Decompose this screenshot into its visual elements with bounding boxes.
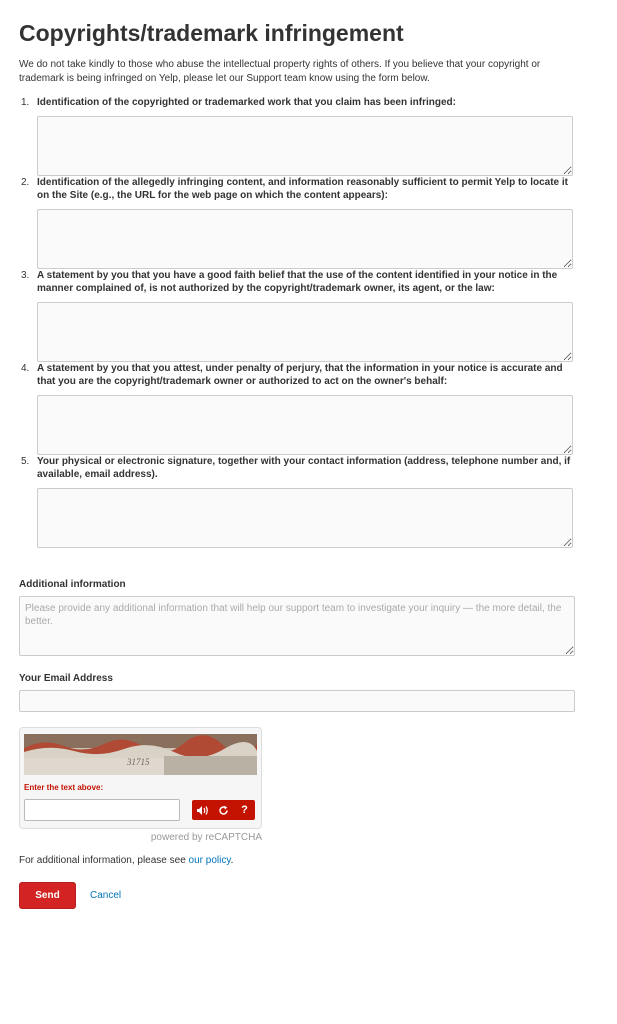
- page-title: Copyrights/trademark infringement: [19, 20, 404, 46]
- question-number: 2.: [21, 177, 30, 188]
- cancel-link[interactable]: Cancel: [90, 890, 122, 901]
- intro-text: We do not take kindly to those who abuse the intellectual property rights of others. If you believe that your copyright or trademark is being infringed on Yelp, please let our Support team know using the form below.: [19, 59, 541, 84]
- refresh-icon[interactable]: [213, 800, 234, 820]
- captcha-prompt: Enter the text above:: [24, 783, 104, 792]
- captcha-image-text: 31715: [127, 757, 150, 767]
- policy-prefix: For additional information, please see: [19, 855, 189, 866]
- question-label: A statement by you that you have a good faith belief that the use of the content identified in your notice in the manner complained of, is not authorized by the copyright/trademark owner, its agent, or the law:: [37, 270, 558, 294]
- question-label: Your physical or electronic signature, together with your contact information (address, telephone number and, if available, email address).: [37, 456, 571, 480]
- captcha-controls: [192, 800, 255, 820]
- email-label: Your Email Address: [19, 673, 113, 684]
- perjury-statement-field[interactable]: [37, 395, 573, 455]
- recaptcha-powered-by: powered by reCAPTCHA: [150, 832, 262, 843]
- speaker-icon[interactable]: [192, 800, 213, 820]
- copyrighted-work-field[interactable]: [37, 116, 573, 176]
- complaint-form: [19, 18, 575, 909]
- question-number: 3.: [21, 270, 30, 281]
- infringing-content-field[interactable]: [37, 209, 573, 269]
- question-label: Identification of the allegedly infringing content, and information reasonably sufficient to permit Yelp to locate it on the Site (e.g., the URL for the web page on which the content appears):: [37, 177, 568, 201]
- good-faith-statement-field[interactable]: [37, 302, 573, 362]
- question-number: 1.: [21, 97, 30, 108]
- question-item: [19, 269, 575, 362]
- help-icon[interactable]: ?: [241, 804, 248, 816]
- captcha-image: [24, 734, 257, 775]
- signature-contact-field[interactable]: [37, 488, 573, 548]
- policy-suffix: .: [230, 855, 234, 866]
- additional-info-field[interactable]: [19, 596, 575, 656]
- question-item: [19, 176, 575, 269]
- captcha-input[interactable]: [24, 799, 180, 821]
- recaptcha-widget: [19, 727, 262, 829]
- question-label: A statement by you that you attest, under penalty of perjury, that the information in your notice is accurate and that you are the copyright/trademark owner or authorized to act on the owner's behalf:: [37, 363, 563, 387]
- send-button[interactable]: Send: [19, 882, 76, 909]
- question-label: Identification of the copyrighted or trademarked work that you claim has been infringed:: [37, 97, 456, 108]
- captcha-input-row: [24, 799, 257, 821]
- additional-info-label: Additional information: [19, 579, 126, 590]
- question-number: 4.: [21, 363, 30, 374]
- form-actions: [19, 882, 575, 909]
- question-number: 5.: [21, 456, 30, 467]
- additional-info-section: [19, 578, 575, 656]
- question-item: [19, 96, 575, 176]
- question-item: [19, 455, 575, 548]
- policy-link[interactable]: our policy: [188, 855, 231, 866]
- policy-line: [19, 854, 575, 867]
- question-item: [19, 362, 575, 455]
- email-section: [19, 672, 575, 712]
- question-list: [19, 96, 575, 548]
- email-field[interactable]: [19, 690, 575, 712]
